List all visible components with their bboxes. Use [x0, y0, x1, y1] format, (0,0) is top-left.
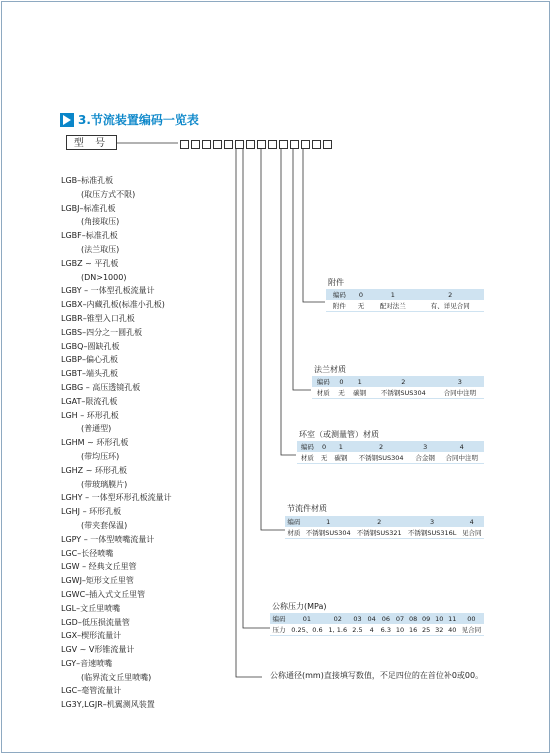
table-cell: 合同中注明	[436, 387, 484, 399]
accessory-header-row	[326, 289, 484, 300]
model-item: LGBP–偏心孔板	[61, 355, 118, 365]
model-list	[61, 174, 172, 712]
model-item: LGBR–锥型入口孔板	[61, 313, 135, 323]
table-cell: 碳钢	[331, 452, 352, 464]
table-cell: 09	[420, 613, 433, 624]
table-cell: 不锈钢SUS304	[303, 527, 354, 539]
table-cell: 16	[407, 624, 420, 636]
accessory-label: 附件	[328, 278, 344, 287]
table-cell: 见合同	[459, 624, 484, 636]
table-cell: 编码	[270, 613, 288, 624]
table-cell: 附件	[326, 300, 353, 312]
model-item: LGBT–端头孔板	[61, 369, 119, 379]
flange-connector	[293, 148, 311, 390]
table-cell: 2	[351, 441, 411, 452]
table-cell: 碳钢	[348, 387, 371, 399]
table-cell: 有、详见合同	[416, 300, 484, 312]
footnote: 公称通径(mm)直接填写数值，不足四位的在首位补0或00。	[270, 671, 484, 680]
model-item: LGH – 环形孔板	[61, 410, 119, 420]
model-item: LG3Y,LGJR–机翼测风装置	[61, 700, 155, 710]
model-label-box: 型 号	[66, 135, 117, 150]
model-item: LGD–低压损流量管	[61, 617, 130, 627]
table-cell: 1	[369, 289, 416, 300]
table-cell: 1, 1.6	[326, 624, 350, 636]
model-item: LGBG – 高压透镜孔板	[61, 382, 141, 392]
model-item: LGV ~ V形锥流量计	[61, 645, 135, 655]
table-cell: 2	[354, 516, 405, 527]
table-cell: 编码	[326, 289, 353, 300]
diameter-connector	[236, 148, 262, 677]
table-cell: 01	[288, 613, 326, 624]
table-cell: 11	[446, 613, 459, 624]
table-cell: 不锈钢SUS304	[371, 387, 436, 399]
table-cell: 合金钢	[411, 452, 440, 464]
throttle-table	[285, 516, 484, 539]
chamber-header-row	[297, 441, 484, 452]
table-cell: 编码	[285, 516, 303, 527]
flange-table	[312, 376, 484, 399]
chamber-connector	[281, 148, 296, 455]
table-cell: 32	[433, 624, 446, 636]
model-note: (临界流文丘里喷嘴)	[81, 672, 152, 682]
pressure-value-row	[270, 624, 484, 636]
table-cell: 0	[353, 289, 370, 300]
table-cell: 合同中注明	[440, 452, 485, 464]
table-cell: 不锈钢SUS321	[354, 527, 405, 539]
model-item: LGHY – 一体型环形孔板流量计	[61, 493, 172, 503]
accessory-table	[326, 289, 484, 312]
table-cell: 6.3	[378, 624, 393, 636]
table-cell: 25	[420, 624, 433, 636]
model-item: LGBJ–标准孔板	[61, 203, 116, 213]
chamber-label: 环室（或测量管）材质	[299, 430, 379, 439]
table-cell: 03	[350, 613, 365, 624]
table-cell: 不锈钢SUS304	[351, 452, 411, 464]
model-item: LGC–毫管流量计	[61, 686, 122, 696]
model-item: LGWJ–矩形文丘里管	[61, 576, 134, 586]
table-cell: 08	[407, 613, 420, 624]
pressure-connector	[243, 148, 270, 628]
accessory-value-row	[326, 300, 484, 312]
model-note: (带均压环)	[81, 451, 120, 461]
table-cell: 3	[411, 441, 440, 452]
table-cell: 06	[378, 613, 393, 624]
model-item: LGBX–内藏孔板(标准小孔板)	[61, 300, 165, 310]
model-item: LGBF–标准孔板	[61, 231, 118, 241]
table-cell: 00	[459, 613, 484, 624]
table-cell: 0	[335, 376, 349, 387]
table-cell: 无	[335, 387, 349, 399]
model-item: LGL–文丘里喷嘴	[61, 603, 121, 613]
chamber-table	[297, 441, 484, 464]
model-note: (带夹套保温)	[81, 520, 128, 530]
table-cell: 07	[393, 613, 406, 624]
model-note: (角接取压)	[81, 217, 120, 227]
table-cell: 3	[405, 516, 460, 527]
model-note: (取压方式不限)	[81, 189, 136, 199]
table-cell: 材质	[312, 387, 335, 399]
model-item: LGAT–限流孔板	[61, 396, 118, 406]
table-cell: 不锈钢SUS316L	[405, 527, 460, 539]
flange-label: 法兰材质	[314, 365, 346, 374]
table-cell: 材质	[285, 527, 303, 539]
model-item: LGBY – 一体型孔板流量计	[61, 286, 155, 296]
table-cell: 3	[436, 376, 484, 387]
table-cell: 4	[459, 516, 484, 527]
table-cell: 材质	[297, 452, 318, 464]
table-cell: 1	[303, 516, 354, 527]
flange-value-row	[312, 387, 484, 399]
title-text: 3.节流装置编码一览表	[78, 113, 199, 127]
model-item: LGHJ – 环形孔板	[61, 507, 122, 517]
table-cell: 1	[331, 441, 352, 452]
throttle-value-row	[285, 527, 484, 539]
flange-header-row	[312, 376, 484, 387]
table-cell: 2	[371, 376, 436, 387]
table-cell: 无	[318, 452, 331, 464]
table-cell: 2.5	[350, 624, 365, 636]
model-item: LGHM ~ 环形孔板	[61, 438, 129, 448]
model-item: LGW – 经典文丘里管	[61, 562, 137, 572]
table-cell: 2	[416, 289, 484, 300]
table-cell: 10	[393, 624, 406, 636]
throttle-label: 节流件材质	[287, 504, 327, 513]
pressure-header-row	[270, 613, 484, 624]
model-item: LGX–楔形流量计	[61, 631, 122, 641]
table-cell: 见合同	[459, 527, 484, 539]
pressure-table	[270, 613, 484, 636]
table-cell: 编码	[297, 441, 318, 452]
table-cell: 0	[318, 441, 331, 452]
table-cell: 编码	[312, 376, 335, 387]
model-item: LGPY – 一体型喷嘴流量计	[61, 534, 155, 544]
throttle-header-row	[285, 516, 484, 527]
table-cell: 4	[365, 624, 378, 636]
table-cell: 配对法兰	[369, 300, 416, 312]
chamber-value-row	[297, 452, 484, 464]
model-item: LGBZ ~ 平孔板	[61, 258, 119, 268]
model-note: (普通型)	[81, 424, 112, 434]
model-item: LGY–音速喷嘴	[61, 658, 113, 668]
table-cell: 4	[440, 441, 485, 452]
model-item: LGC–长径喷嘴	[61, 548, 114, 558]
model-note: (法兰取压)	[81, 244, 120, 254]
table-cell: 02	[326, 613, 350, 624]
pressure-label: 公称压力(MPa)	[272, 602, 327, 611]
table-cell: 1	[348, 376, 371, 387]
accessory-connector	[303, 148, 325, 302]
table-cell: 无	[353, 300, 370, 312]
model-item: LGBS–四分之一圆孔板	[61, 327, 143, 337]
table-cell: 10	[433, 613, 446, 624]
model-note: (带玻璃膜片)	[81, 479, 128, 489]
table-cell: 04	[365, 613, 378, 624]
model-item: LGHZ ~ 环形孔板	[61, 465, 127, 475]
model-item: LGB–标准孔板	[61, 176, 114, 185]
model-item: LGWC–插入式文丘里管	[61, 589, 146, 599]
table-cell: 0.25、0.6	[288, 624, 326, 636]
table-cell: 40	[446, 624, 459, 636]
table-cell: 压力	[270, 624, 288, 636]
model-item: LGBQ–圆缺孔板	[61, 341, 120, 351]
model-note: (DN>1000)	[81, 272, 127, 282]
